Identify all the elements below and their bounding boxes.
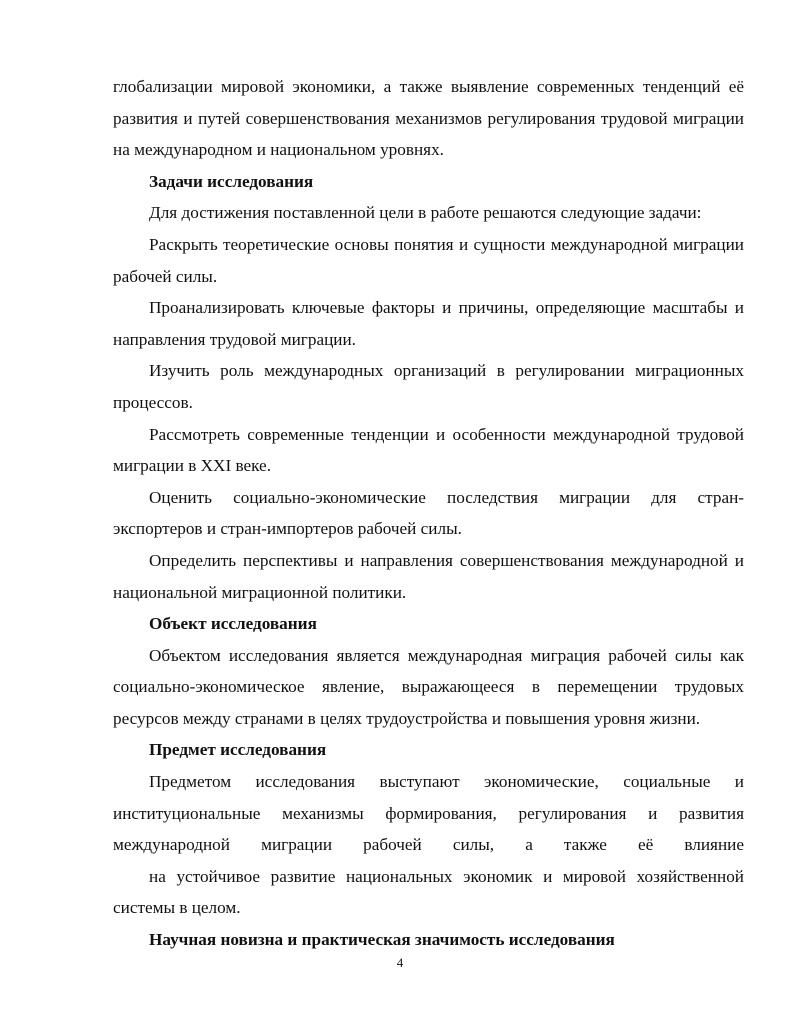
paragraph-task-5: Оценить социально-экономические последствия миграции для стран-экспортеров и стран-импортеров рабочей силы. (113, 487, 744, 539)
paragraph-task-1: Раскрыть теоретические основы понятия и сущности международной миграции рабочей силы. (113, 234, 744, 286)
heading-novelty-significance: Научная новизна и практическая значимость исследования (149, 930, 615, 950)
paragraph-research-object: Объектом исследования является международная миграция рабочей силы как социально-экономическое явление, выражающееся в перемещении трудовых ресурсов между странами в целях трудоустройства и повышения уровня жизни. (113, 645, 744, 728)
paragraph-task-6: Определить перспективы и направления совершенствования международной и национальной миграционной политики. (113, 550, 744, 602)
paragraph-tasks-intro: Для достижения поставленной цели в работе решаются следующие задачи: (149, 203, 702, 223)
paragraph-research-subject: Предметом исследования выступают экономические, социальные и институциональные механизмы формирования, регулирования и развития международной миграции рабочей силы, а также её влияние (113, 772, 744, 855)
heading-research-object: Объект исследования (149, 614, 317, 634)
paragraph-task-3: Изучить роль международных организаций в регулировании миграционных процессов. (113, 361, 744, 412)
heading-research-tasks: Задачи исследования (149, 171, 314, 191)
paragraph-research-subject-continuation: на устойчивое развитие национальных экономик и мировой хозяйственной системы в целом. (113, 866, 744, 918)
paragraph-task-4: Рассмотреть современные тенденции и особенности международной трудовой миграции в XXI веке. (113, 424, 744, 476)
paragraph-task-2: Проанализировать ключевые факторы и причины, определяющие масштабы и направления трудовой миграции. (113, 298, 744, 349)
heading-research-subject: Предмет исследования (149, 740, 327, 760)
document-page (113, 71, 744, 956)
page-number: 4 (396, 955, 404, 970)
paragraph-intro-continuation: глобализации мировой экономики, а также выявление современных тенденций её развития и путей совершенствования механизмов регулирования трудовой миграции на международном и национальном уровнях. (113, 77, 744, 160)
